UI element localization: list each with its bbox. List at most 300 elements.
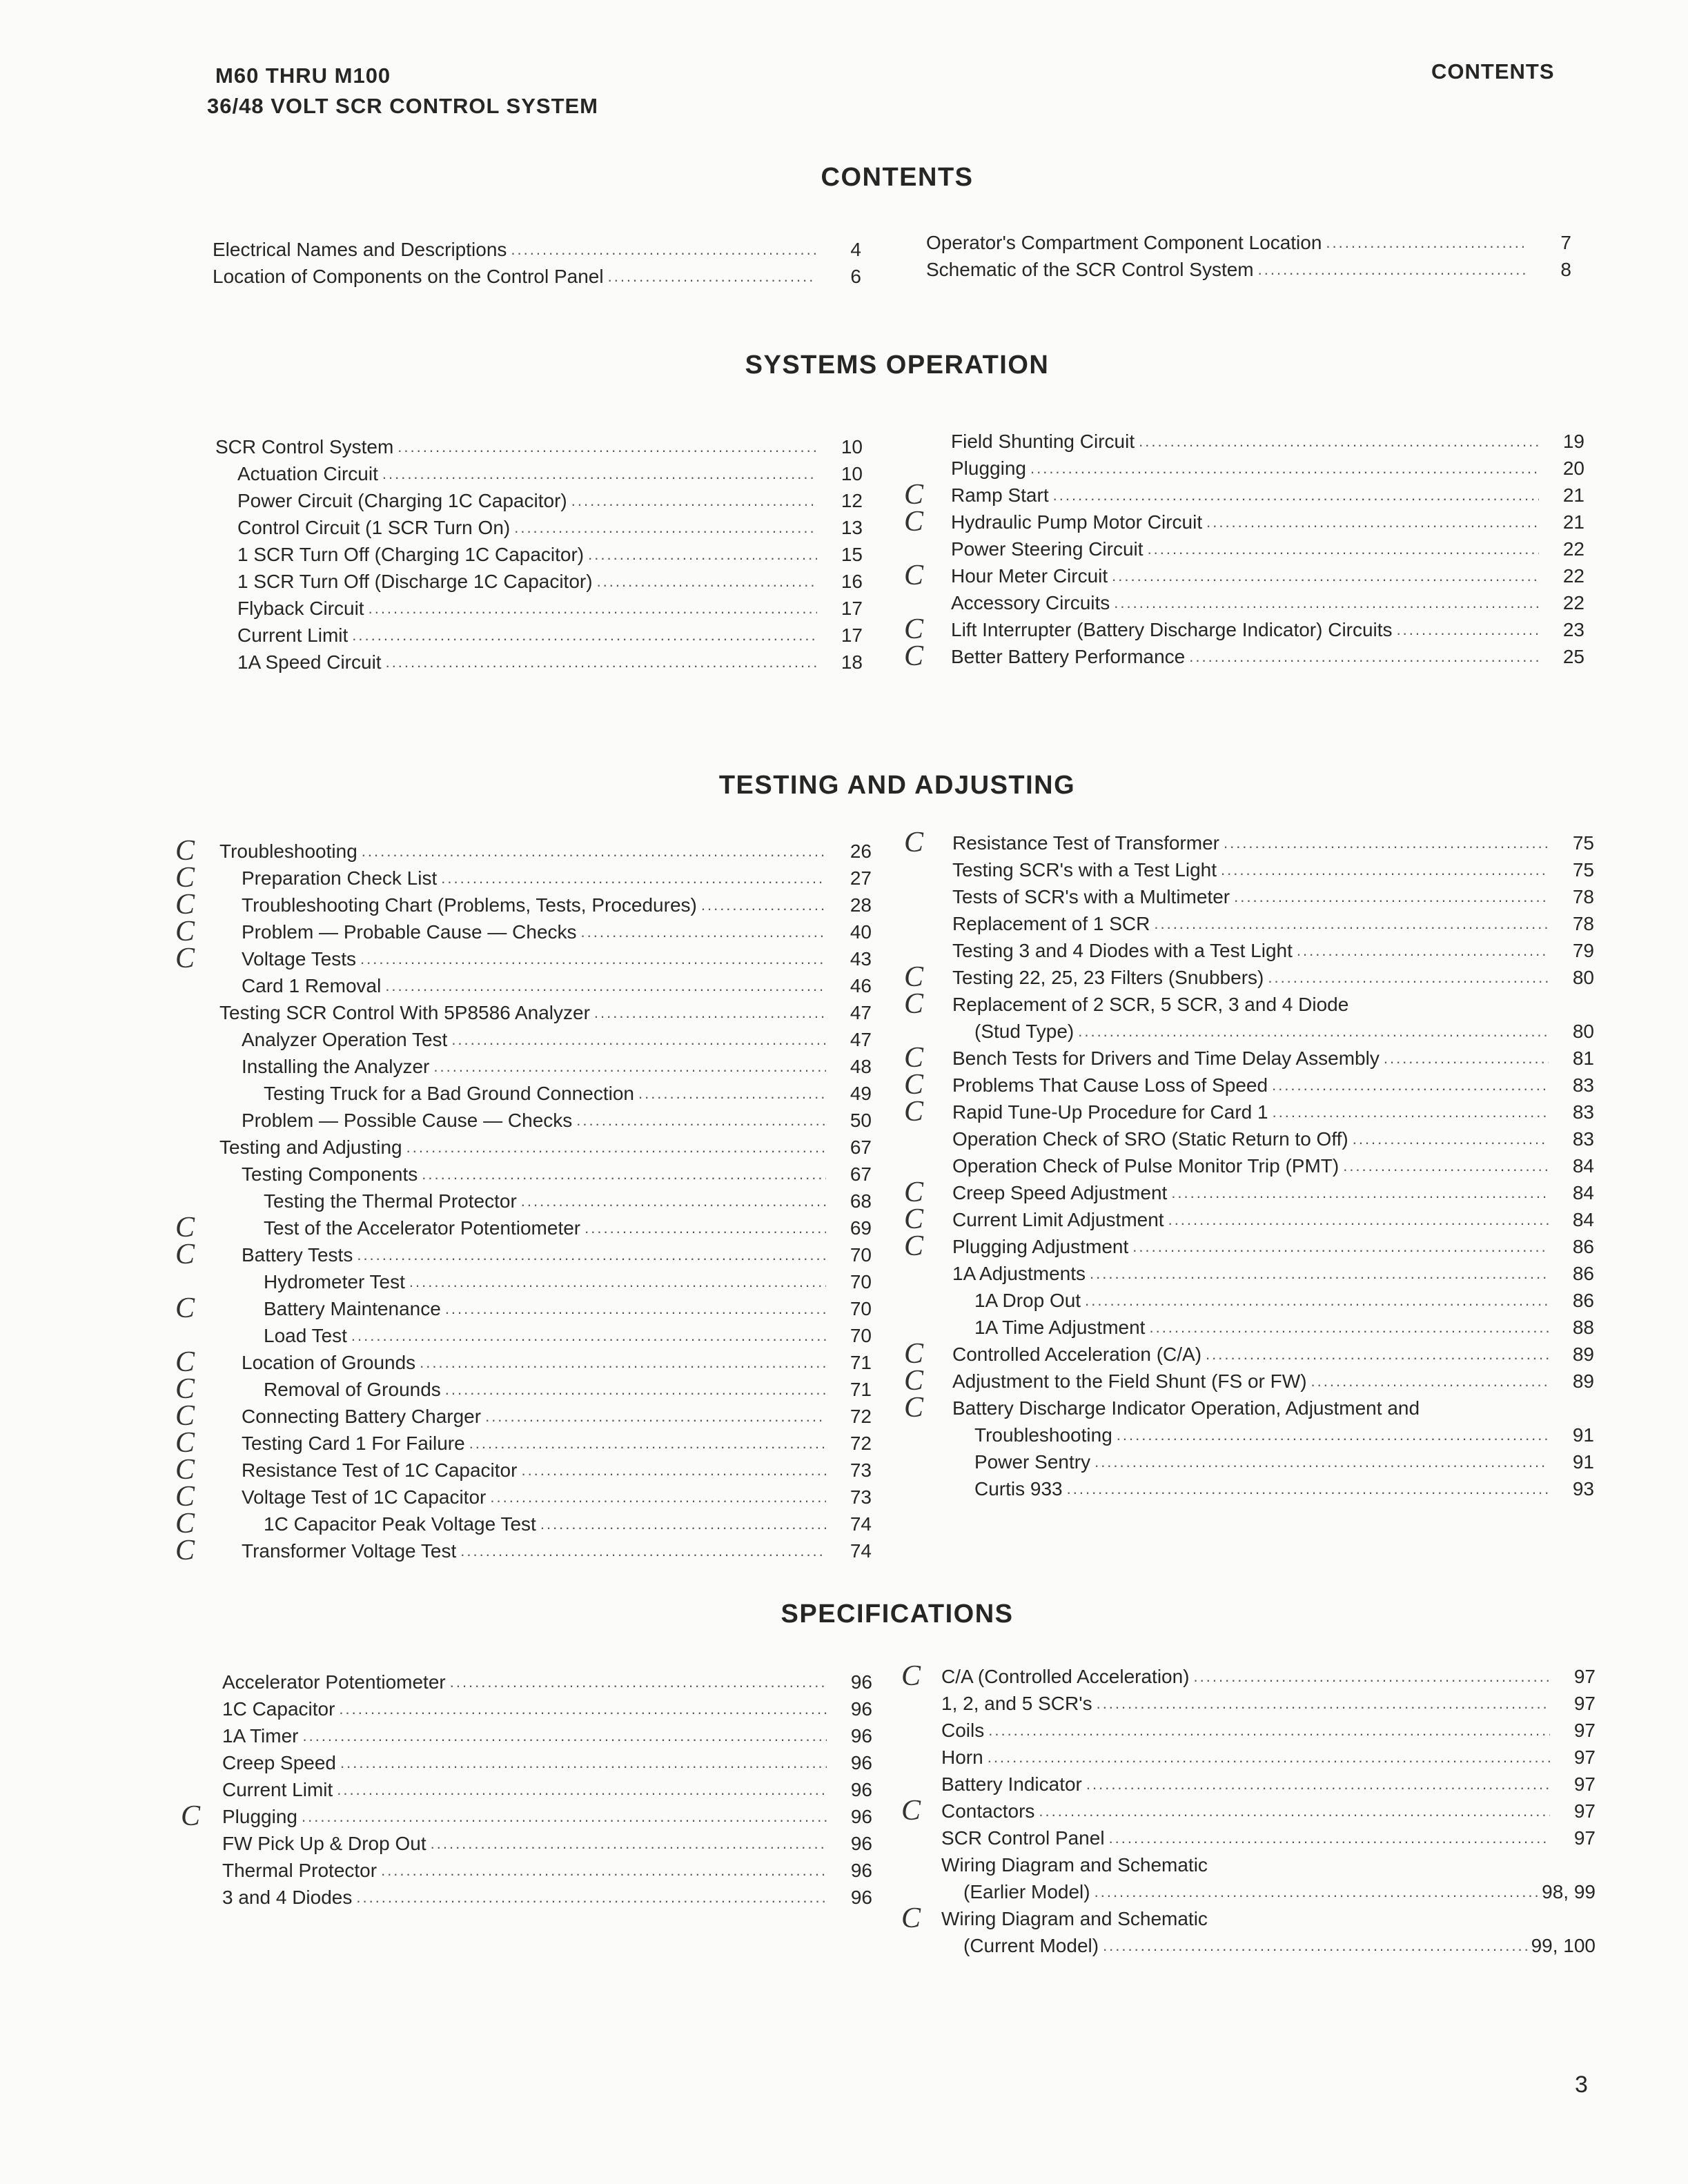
contents-title: CONTENTS	[821, 163, 974, 192]
change-mark: C	[175, 1373, 195, 1405]
change-mark: C	[904, 827, 924, 858]
toc-entry-title: Voltage Tests	[242, 948, 357, 970]
dot-leader	[409, 1270, 826, 1294]
toc-entry[interactable]	[904, 1042, 1594, 1074]
dot-leader	[422, 1163, 826, 1186]
change-mark: C	[175, 1481, 195, 1513]
change-mark: C	[175, 916, 195, 947]
toc-entry[interactable]	[215, 486, 863, 513]
toc-entry[interactable]	[904, 506, 1584, 538]
toc-entry[interactable]	[213, 235, 861, 262]
toc-entry-page: 86	[1572, 1236, 1594, 1257]
toc-entry-page: 96	[850, 1698, 872, 1720]
toc-entry[interactable]	[215, 567, 863, 593]
toc-entry[interactable]	[901, 1660, 1596, 1692]
toc-entry-title: Problems That Cause Loss of Speed	[952, 1074, 1268, 1096]
change-mark: C	[904, 1069, 924, 1101]
toc-entry-page: 97	[1573, 1666, 1596, 1687]
toc-entry[interactable]	[219, 1159, 872, 1186]
toc-entry[interactable]	[175, 1481, 872, 1513]
toc-entry-page: 84	[1572, 1155, 1594, 1177]
toc-entry-page: 25	[1562, 646, 1584, 667]
toc-entry[interactable]	[904, 961, 1594, 993]
toc-entry-title: Resistance Test of Transformer	[952, 832, 1219, 854]
dot-leader	[357, 1243, 826, 1267]
change-mark: C	[904, 506, 924, 538]
toc-entry[interactable]	[952, 855, 1594, 882]
toc-entry-page: 99, 100	[1531, 1935, 1596, 1956]
toc-entry-title: Plugging Adjustment	[952, 1236, 1129, 1257]
toc-entry-title: Battery Discharge Indicator Operation, Adjustment and	[952, 1397, 1420, 1419]
change-mark: C	[175, 1535, 195, 1566]
toc-entry[interactable]	[215, 540, 863, 567]
toc-entry[interactable]	[952, 1447, 1594, 1474]
toc-entry-page: 91	[1572, 1424, 1594, 1446]
dot-leader	[351, 1324, 826, 1348]
dot-leader	[1171, 1181, 1549, 1205]
toc-entry-title: Contactors	[941, 1800, 1035, 1822]
dot-leader	[1067, 1477, 1549, 1501]
toc-entry-title: Plugging	[222, 1806, 297, 1827]
toc-entry-page: 70	[850, 1271, 872, 1292]
toc-entry-title: Accessory Circuits	[951, 592, 1110, 613]
toc-entry[interactable]	[904, 1203, 1594, 1235]
toc-entry[interactable]	[222, 1694, 872, 1721]
toc-entry-page: 48	[850, 1056, 872, 1077]
dot-leader	[381, 1859, 827, 1882]
toc-entry-page: 78	[1572, 886, 1594, 907]
toc-entry-title: Thermal Protector	[222, 1860, 377, 1881]
dot-leader	[1114, 591, 1539, 615]
change-mark: C	[901, 1902, 921, 1934]
toc-entry-title: 1A Speed Circuit	[237, 651, 382, 673]
toc-entry-title: Power Circuit (Charging 1C Capacitor)	[237, 490, 567, 511]
toc-entry[interactable]	[219, 1079, 872, 1105]
toc-entry[interactable]	[175, 1400, 872, 1432]
toc-entry[interactable]	[175, 943, 872, 974]
toc-entry-title: Analyzer Operation Test	[242, 1029, 448, 1050]
change-mark: C	[175, 1346, 195, 1378]
toc-entry-page: 70	[850, 1325, 872, 1346]
dot-leader	[1154, 912, 1549, 936]
testing-and-adjusting-title: TESTING AND ADJUSTING	[718, 771, 1076, 800]
toc-entry[interactable]	[952, 1312, 1594, 1339]
toc-entry-title: Problem — Probable Cause — Checks	[242, 921, 577, 943]
toc-entry[interactable]	[904, 640, 1584, 672]
toc-entry-page: 22	[1562, 538, 1584, 560]
toc-entry[interactable]	[941, 1850, 1596, 1877]
dot-leader	[469, 1432, 826, 1455]
dot-leader	[450, 1671, 827, 1694]
toc-entry[interactable]	[952, 909, 1594, 936]
toc-entry-title: (Current Model)	[963, 1935, 1099, 1956]
toc-entry[interactable]	[215, 647, 863, 674]
toc-entry-title: Replacement of 1 SCR	[952, 913, 1150, 934]
dot-leader	[485, 1405, 826, 1428]
toc-entry-title: (Stud Type)	[974, 1021, 1074, 1042]
toc-entry-page: 43	[850, 948, 872, 970]
toc-entry-page: 83	[1572, 1128, 1594, 1150]
toc-entry-title: FW Pick Up & Drop Out	[222, 1833, 426, 1854]
change-mark: C	[175, 1508, 195, 1539]
dot-leader	[1103, 1934, 1527, 1958]
toc-entry-page: 28	[850, 894, 872, 916]
toc-entry-title: Voltage Test of 1C Capacitor	[242, 1486, 487, 1508]
toc-entry-page: 22	[1562, 565, 1584, 587]
toc-entry-page: 70	[850, 1298, 872, 1319]
toc-entry[interactable]	[219, 1025, 872, 1052]
toc-entry-title: Bench Tests for Drivers and Time Delay Assembly	[952, 1047, 1380, 1069]
testing-left-column	[175, 835, 872, 1566]
toc-entry-title: 1A Timer	[222, 1725, 299, 1747]
toc-entry-page: 96	[850, 1779, 872, 1800]
dot-leader	[1030, 457, 1539, 480]
toc-entry-title: Testing SCR's with a Test Light	[952, 859, 1217, 881]
dot-leader	[988, 1746, 1550, 1769]
toc-entry[interactable]	[904, 827, 1594, 858]
toc-entry-title: Wiring Diagram and Schematic	[941, 1908, 1208, 1929]
toc-entry-page: 10	[841, 463, 863, 484]
toc-entry-page: 97	[1573, 1827, 1596, 1849]
toc-entry[interactable]	[215, 513, 863, 540]
toc-entry-title: Power Steering Circuit	[951, 538, 1144, 560]
toc-entry-page: 20	[1562, 458, 1584, 479]
toc-entry[interactable]	[213, 262, 861, 288]
toc-entry[interactable]	[222, 1775, 872, 1802]
toc-entry-page: 93	[1572, 1478, 1594, 1499]
running-header-section: CONTENTS	[1431, 59, 1555, 83]
change-mark: C	[904, 988, 924, 1020]
toc-entry-page: 10	[841, 436, 863, 458]
toc-entry[interactable]	[951, 426, 1584, 453]
toc-entry[interactable]	[219, 998, 872, 1025]
toc-entry[interactable]	[941, 1931, 1596, 1958]
dot-leader	[356, 1886, 827, 1909]
toc-entry[interactable]	[951, 453, 1584, 480]
toc-entry[interactable]	[951, 534, 1584, 561]
toc-entry-title: 1C Capacitor	[222, 1698, 335, 1720]
toc-entry[interactable]	[941, 1823, 1596, 1850]
toc-entry-title: Load Test	[264, 1325, 347, 1346]
toc-entry[interactable]	[952, 1286, 1594, 1312]
dot-leader	[1168, 1208, 1549, 1232]
dot-leader	[369, 597, 817, 620]
dot-leader	[1139, 430, 1539, 453]
dot-leader	[1343, 1154, 1549, 1178]
toc-entry[interactable]	[215, 432, 863, 459]
toc-entry[interactable]	[222, 1829, 872, 1856]
toc-entry-title: (Earlier Model)	[963, 1881, 1090, 1902]
toc-entry[interactable]	[219, 1052, 872, 1079]
toc-entry[interactable]	[181, 1800, 872, 1832]
toc-entry-title: 1 SCR Turn Off (Charging 1C Capacitor)	[237, 544, 585, 565]
dot-leader	[1109, 1827, 1550, 1850]
toc-entry[interactable]	[952, 1474, 1594, 1501]
dot-leader	[1039, 1800, 1550, 1823]
dot-leader	[511, 238, 816, 262]
toc-entry-title: Problem — Possible Cause — Checks	[242, 1110, 573, 1131]
toc-entry[interactable]	[941, 1769, 1596, 1796]
toc-entry[interactable]	[901, 1902, 1596, 1934]
toc-entry[interactable]	[941, 1742, 1596, 1769]
toc-entry-title: Better Battery Performance	[951, 646, 1186, 667]
toc-entry[interactable]	[219, 1267, 872, 1294]
toc-entry-title: 1 SCR Turn Off (Discharge 1C Capacitor)	[237, 571, 593, 592]
dot-leader	[1397, 618, 1539, 642]
toc-entry[interactable]	[904, 988, 1594, 1020]
toc-entry-page: 73	[850, 1486, 872, 1508]
toc-entry[interactable]	[951, 588, 1584, 615]
toc-entry[interactable]	[904, 1069, 1594, 1101]
toc-entry[interactable]	[941, 1877, 1596, 1904]
toc-entry-page: 89	[1572, 1370, 1594, 1392]
toc-entry[interactable]	[952, 1151, 1594, 1178]
change-mark: C	[175, 1427, 195, 1459]
dot-leader	[1224, 832, 1549, 855]
systems-operation-left-column	[215, 432, 863, 674]
change-mark: C	[175, 862, 195, 894]
toc-entry-title: 1A Time Adjustment	[974, 1317, 1146, 1338]
toc-entry[interactable]	[215, 459, 863, 486]
toc-entry-page: 47	[850, 1029, 872, 1050]
dot-leader	[1095, 1880, 1538, 1904]
toc-entry[interactable]	[904, 479, 1584, 511]
toc-entry-page: 46	[850, 975, 872, 996]
change-mark: C	[901, 1660, 921, 1692]
toc-entry[interactable]	[952, 936, 1594, 963]
toc-entry-title: Ramp Start	[951, 484, 1049, 506]
toc-entry[interactable]	[926, 228, 1571, 255]
toc-entry[interactable]	[904, 1096, 1594, 1128]
toc-entry[interactable]	[222, 1882, 872, 1909]
toc-entry[interactable]	[222, 1748, 872, 1775]
dot-leader	[1221, 858, 1549, 882]
change-mark: C	[904, 961, 924, 993]
dot-leader	[385, 974, 826, 998]
toc-entry-page: 68	[850, 1190, 872, 1212]
toc-entry[interactable]	[175, 1373, 872, 1405]
toc-entry[interactable]	[941, 1715, 1596, 1742]
toc-entry-page: 80	[1572, 1021, 1594, 1042]
toc-entry[interactable]	[952, 1259, 1594, 1286]
toc-entry[interactable]	[222, 1667, 872, 1694]
toc-entry[interactable]	[952, 1420, 1594, 1447]
change-mark: C	[181, 1800, 201, 1832]
toc-entry[interactable]	[941, 1689, 1596, 1715]
dot-leader	[1206, 511, 1539, 534]
dot-leader	[1297, 939, 1549, 963]
toc-entry-page: 98, 99	[1542, 1881, 1596, 1902]
toc-entry-title: Hydraulic Pump Motor Circuit	[951, 511, 1203, 533]
toc-entry-title: Horn	[941, 1747, 983, 1768]
dot-leader	[1053, 484, 1539, 507]
toc-entry-title: Testing SCR Control With 5P8586 Analyzer	[219, 1002, 590, 1023]
dot-leader	[302, 1805, 827, 1829]
toc-entry-page: 81	[1572, 1047, 1594, 1069]
dot-leader	[1268, 966, 1549, 990]
toc-entry[interactable]	[215, 620, 863, 647]
dot-leader	[1149, 1316, 1549, 1339]
toc-entry[interactable]	[175, 916, 872, 947]
toc-entry-title: Actuation Circuit	[237, 463, 378, 484]
toc-entry-page: 26	[850, 840, 872, 862]
toc-entry-title: 1A Drop Out	[974, 1290, 1081, 1311]
toc-entry[interactable]	[175, 1239, 872, 1270]
toc-entry[interactable]	[175, 835, 872, 867]
toc-entry-title: Card 1 Removal	[242, 975, 382, 996]
toc-entry-page: 72	[850, 1406, 872, 1427]
toc-entry-page: 18	[841, 651, 863, 673]
toc-entry-title: Rapid Tune-Up Procedure for Card 1	[952, 1101, 1268, 1123]
dot-leader	[1194, 1665, 1550, 1689]
toc-entry-page: 96	[850, 1671, 872, 1693]
change-mark: C	[904, 613, 924, 645]
dot-leader	[340, 1751, 827, 1775]
toc-entry-page: 74	[850, 1540, 872, 1562]
toc-entry[interactable]	[219, 1186, 872, 1213]
toc-entry-page: 96	[850, 1887, 872, 1908]
dot-leader	[1258, 258, 1526, 282]
toc-entry[interactable]	[904, 1365, 1594, 1397]
toc-entry-page: 75	[1572, 859, 1594, 881]
toc-entry-page: 21	[1562, 484, 1584, 506]
toc-entry[interactable]	[926, 255, 1571, 282]
toc-entry-title: Resistance Test of 1C Capacitor	[242, 1459, 518, 1481]
toc-entry[interactable]	[904, 613, 1584, 645]
dot-leader	[420, 1351, 826, 1375]
specifications-right-column	[901, 1660, 1596, 1958]
toc-entry-title: Accelerator Potentiometer	[222, 1671, 446, 1693]
toc-entry-page: 86	[1572, 1263, 1594, 1284]
change-mark: C	[904, 1392, 924, 1424]
toc-entry-title: Current Limit Adjustment	[952, 1209, 1164, 1230]
toc-entry[interactable]	[175, 1346, 872, 1378]
toc-entry-title: 1C Capacitor Peak Voltage Test	[264, 1513, 536, 1535]
toc-entry-title: Location of Components on the Control Panel	[213, 266, 604, 287]
toc-entry[interactable]	[904, 1230, 1594, 1262]
toc-entry-page: 70	[850, 1244, 872, 1266]
dot-leader	[1384, 1047, 1549, 1070]
dot-leader	[490, 1486, 826, 1509]
toc-entry-page: 12	[841, 490, 863, 511]
toc-entry-title: 3 and 4 Diodes	[222, 1887, 353, 1908]
toc-entry-page: 83	[1572, 1074, 1594, 1096]
toc-entry-title: Replacement of 2 SCR, 5 SCR, 3 and 4 Diode	[952, 994, 1349, 1015]
change-mark: C	[904, 1203, 924, 1235]
testing-right-column	[904, 827, 1594, 1501]
toc-entry-page: 47	[850, 1002, 872, 1023]
toc-entry[interactable]	[904, 1338, 1594, 1370]
toc-entry[interactable]	[952, 882, 1594, 909]
toc-entry-title: Testing Components	[242, 1163, 418, 1185]
toc-entry-title: Flyback Circuit	[237, 598, 364, 619]
dot-leader	[1189, 645, 1539, 669]
toc-entry-page: 67	[850, 1137, 872, 1158]
toc-entry-page: 13	[841, 517, 863, 538]
change-mark: C	[175, 1292, 195, 1324]
toc-entry-page: 8	[1560, 259, 1571, 280]
toc-entry[interactable]	[904, 1177, 1594, 1208]
toc-entry-page: 96	[850, 1725, 872, 1747]
toc-entry-page: 69	[850, 1217, 872, 1239]
toc-entry-title: Operation Check of Pulse Monitor Trip (PMT)	[952, 1155, 1339, 1177]
toc-entry[interactable]	[901, 1795, 1596, 1827]
toc-entry-title: C/A (Controlled Acceleration)	[941, 1666, 1190, 1687]
dot-leader	[576, 1109, 826, 1132]
dot-leader	[1234, 885, 1549, 909]
toc-entry-page: 17	[841, 624, 863, 646]
toc-entry[interactable]	[175, 862, 872, 894]
dot-leader	[1085, 1289, 1549, 1312]
toc-entry[interactable]	[175, 1292, 872, 1324]
toc-entry[interactable]	[219, 1105, 872, 1132]
toc-entry-page: 49	[850, 1083, 872, 1104]
toc-entry[interactable]	[215, 593, 863, 620]
dot-leader	[597, 570, 817, 593]
dot-leader	[1132, 1235, 1549, 1259]
toc-entry-page: 72	[850, 1433, 872, 1454]
dot-leader	[431, 1832, 827, 1856]
toc-entry-page: 79	[1572, 940, 1594, 961]
toc-entry-title: Testing the Thermal Protector	[264, 1190, 517, 1212]
dot-leader	[1326, 231, 1526, 255]
dot-leader	[352, 624, 817, 647]
toc-entry[interactable]	[222, 1856, 872, 1882]
toc-entry-title: Transformer Voltage Test	[242, 1540, 457, 1562]
toc-entry[interactable]	[175, 1535, 872, 1566]
toc-entry[interactable]	[175, 1212, 872, 1243]
dot-leader	[638, 1082, 826, 1105]
dot-leader	[382, 462, 817, 486]
toc-entry[interactable]	[175, 1454, 872, 1486]
toc-entry-title: Wiring Diagram and Schematic	[941, 1854, 1208, 1876]
toc-entry[interactable]	[175, 1508, 872, 1539]
toc-entry-title: Operation Check of SRO (Static Return to Off)	[952, 1128, 1348, 1150]
toc-entry-page: 40	[850, 921, 872, 943]
dot-leader	[460, 1539, 826, 1563]
toc-entry[interactable]	[904, 1392, 1594, 1424]
toc-entry-page: 97	[1573, 1773, 1596, 1795]
dot-leader	[451, 1028, 826, 1052]
toc-entry[interactable]	[219, 1321, 872, 1348]
toc-entry[interactable]	[952, 1124, 1594, 1151]
change-mark: C	[175, 1400, 195, 1432]
toc-entry[interactable]	[219, 971, 872, 998]
toc-entry[interactable]	[952, 1016, 1594, 1043]
change-mark: C	[904, 479, 924, 511]
toc-entry-page: 73	[850, 1459, 872, 1481]
toc-entry[interactable]	[904, 560, 1584, 591]
dot-leader	[1272, 1074, 1549, 1097]
toc-entry[interactable]	[222, 1721, 872, 1748]
dot-leader	[360, 947, 826, 971]
change-mark: C	[175, 889, 195, 921]
toc-entry-title: Testing and Adjusting	[219, 1137, 402, 1158]
toc-entry[interactable]	[219, 1132, 872, 1159]
toc-entry-page: 89	[1572, 1344, 1594, 1365]
toc-entry-page: 83	[1572, 1101, 1594, 1123]
dot-leader	[406, 1136, 826, 1159]
toc-entry-page: 23	[1562, 619, 1584, 640]
toc-entry[interactable]	[175, 889, 872, 921]
change-mark: C	[904, 1042, 924, 1074]
dot-leader	[1311, 1370, 1549, 1393]
toc-entry[interactable]	[175, 1427, 872, 1459]
dot-leader	[588, 543, 817, 567]
toc-entry-page: 86	[1572, 1290, 1594, 1311]
toc-entry-title: Hydrometer Test	[264, 1271, 405, 1292]
toc-entry-page: 84	[1572, 1182, 1594, 1203]
